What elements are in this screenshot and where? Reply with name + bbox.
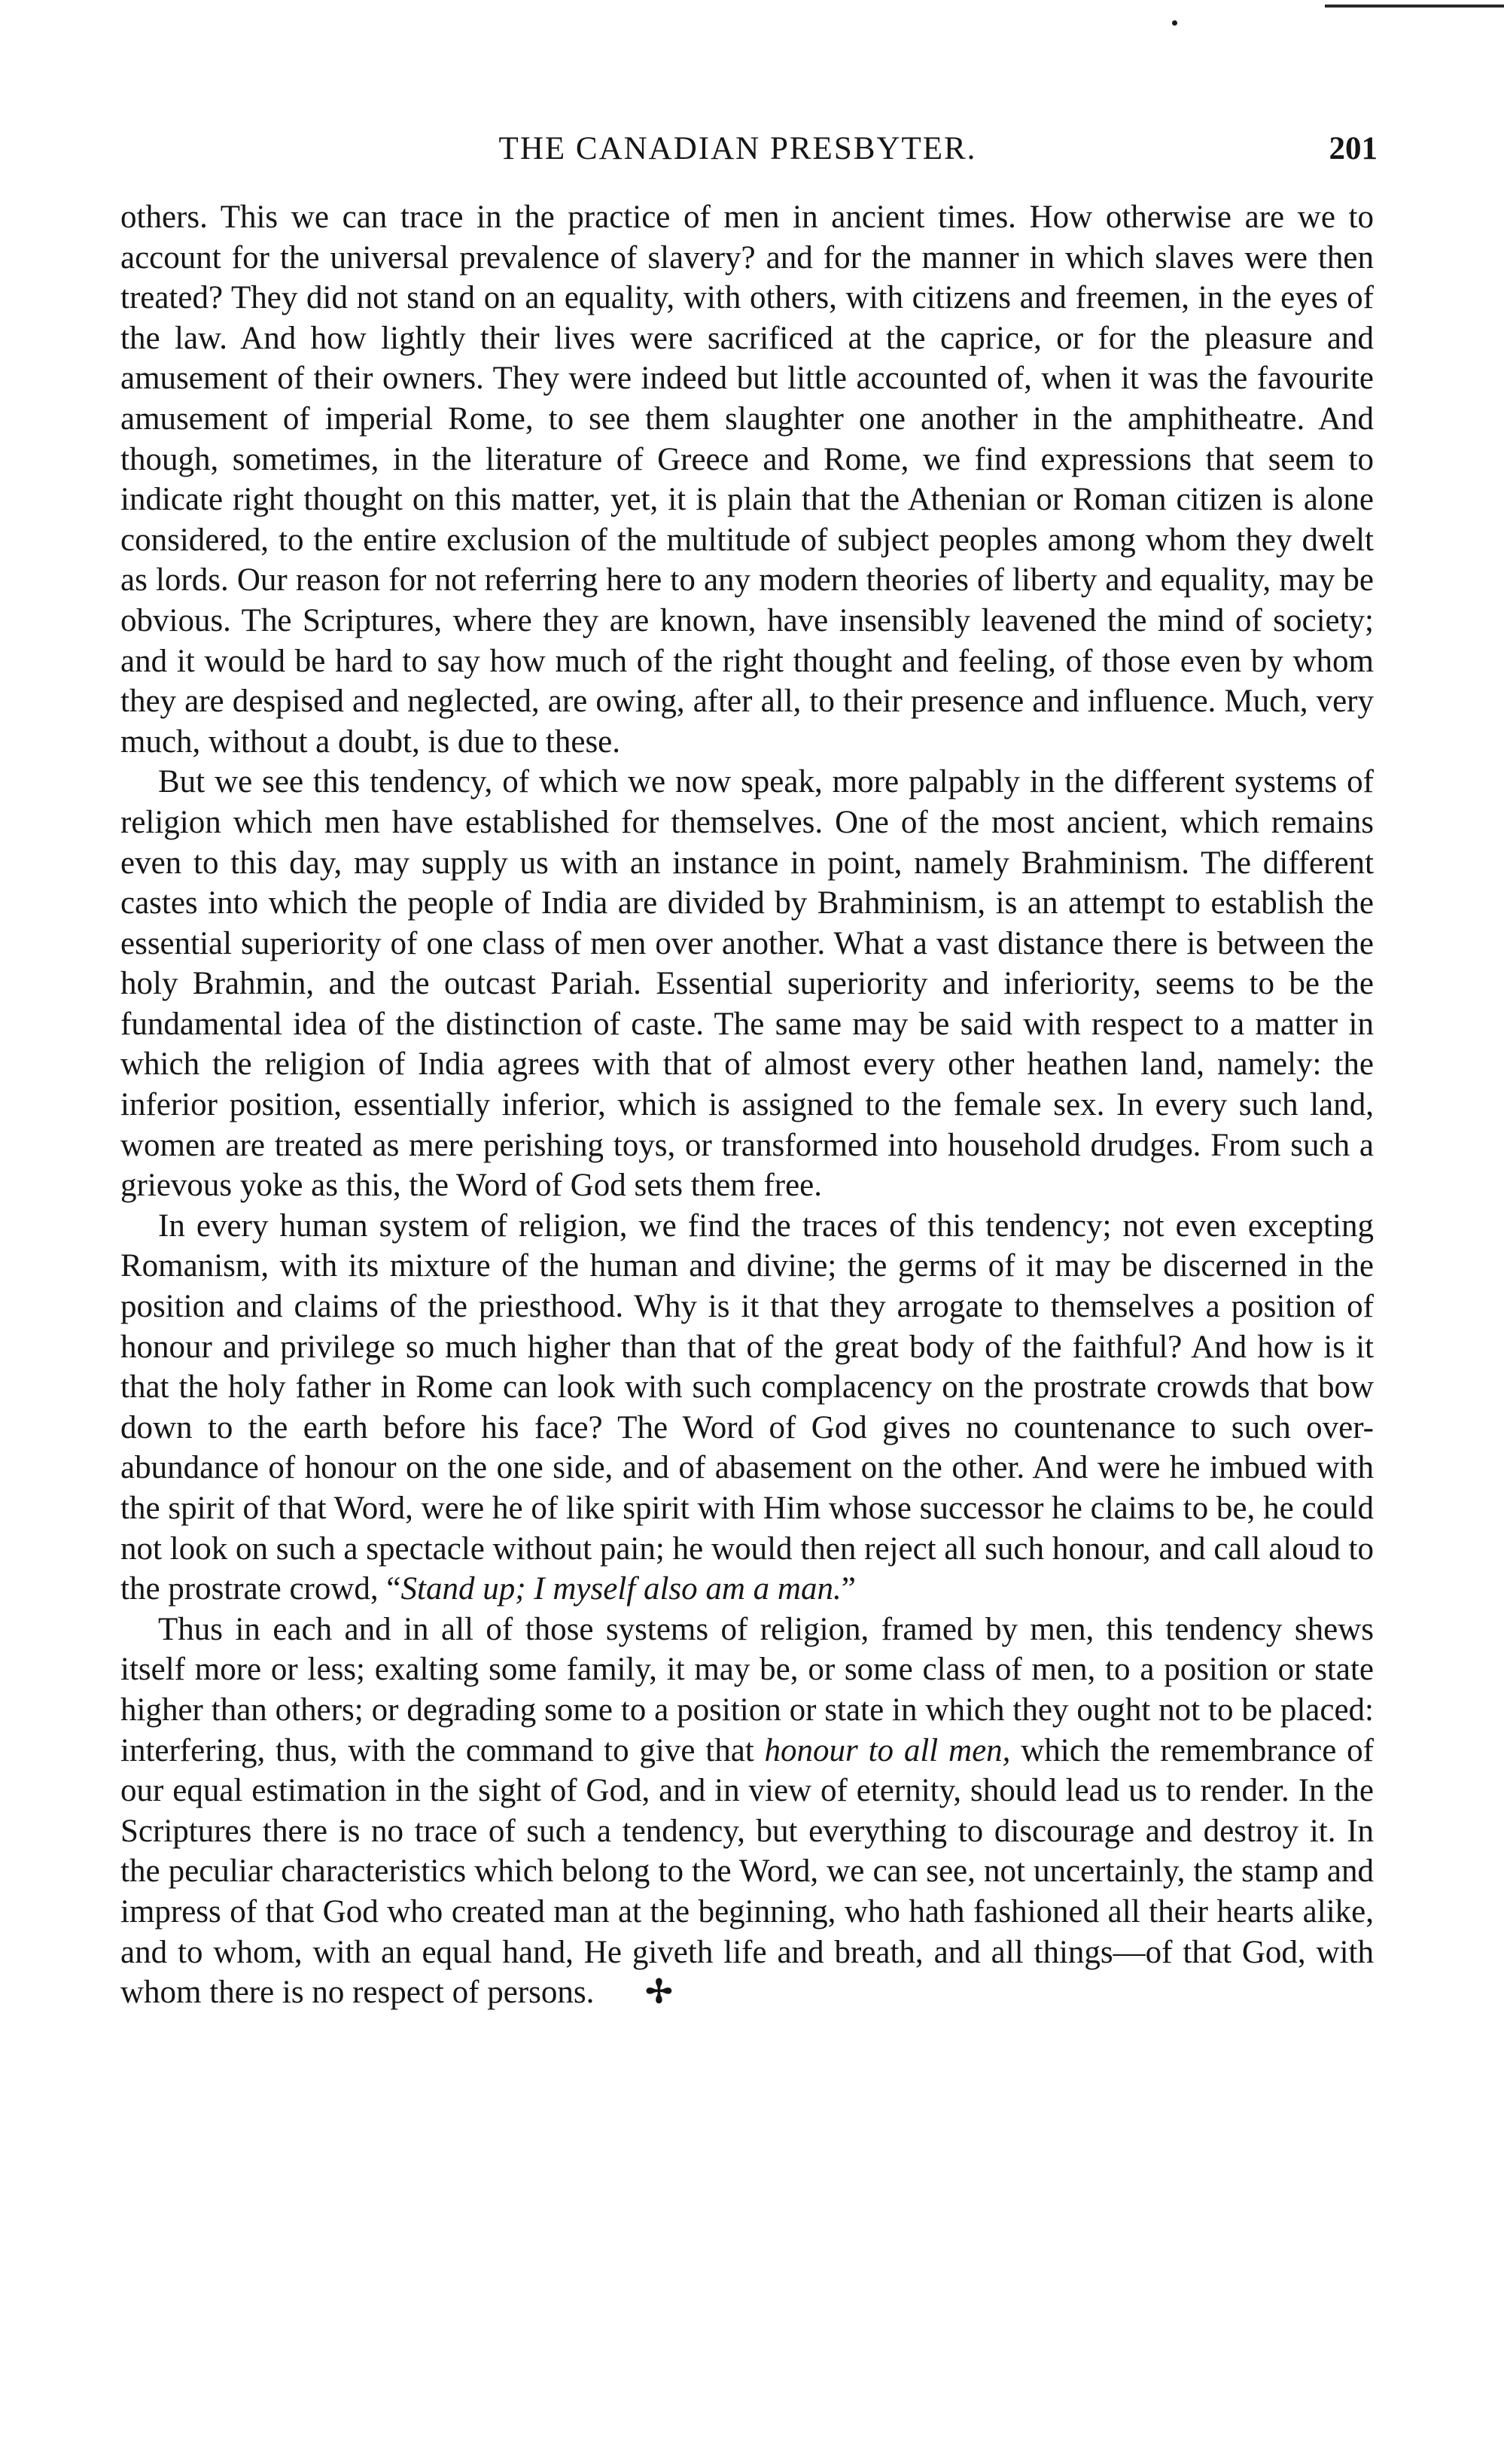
paragraph-1 (120, 197, 1374, 762)
paragraph-4-text-end: which the remembrance of our equal estimation in the sight of God, and in view of eternity, should lead us to render. In the Scriptures there is no trace of such a tendency, but everything to discourage and destroy it. In the peculiar characteristics which belong to the Word, we can see, not uncertainly, the stamp and impress of that God who created man at the beginning, who hath fashioned all their hearts alike, and to whom, with an equal hand, He giveth life and breath, and all things—of that God, with whom there is no respect of persons. (120, 1732, 1374, 2011)
paragraph-4 (120, 1610, 1374, 2013)
emphasis-italic: honour to all men, (764, 1732, 1011, 1768)
article-body (120, 197, 1374, 2013)
paragraph-1-text: others. This we can trace in the practice of men in ancient times. How otherwise are we to account for the universal prevalence of slavery? and for the manner in which slaves were then treated? They did not stand on an equality, with others, with citizens and freemen, in the eyes of the law. And how lightly their lives were sacrificed at the caprice, or for the pleasure and amusement of their owners. They were indeed but little accounted of, when it was the favourite amusement of imperial Rome, to see them slaughter one another in the amphitheatre. And though, sometimes, in the literature of Greece and Rome, we find expressions that seem to indicate right thought on this matter, yet, it is plain that the Athenian or Roman citizen is alone considered, to the entire exclusion of the multitude of subject peoples among whom they dwelt as lords. Our reason for not referring here to any modern theories of liberty and equality, may be obvious. The Scriptures, where they are known, have insensibly leavened the mind of society; and it would be hard to say how much of the right thought and feeling, of those even by whom they are despised and neglected, are owing, after all, to their presence and influence. Much, very much, without a doubt, is due to these. (120, 199, 1374, 760)
paragraph-3-text: In every human system of religion, we find the traces of this tendency; not even excepting Romanism, with its mixture of the human and divine; the germs of it may be discerned in the position and claims of the priesthood. Why is it that they arrogate to themselves a position of honour and privilege so much higher than that of the great body of the faithful? And how is it that the holy father in Rome can look with such complacency on the prostrate crowds that bow down to the earth before his face? The Word of God gives no countenance to such over-abundance of honour on the one side, and of abasement on the other. And were he imbued with the spirit of that Word, were he of like spirit with Him whose successor he claims to be, he could not look on such a spectacle without pain; he would then reject all such honour, and call aloud to the prostrate crowd, “ (120, 1208, 1374, 1607)
paragraph-4-text-start: Thus in each and in all of those systems of religion, framed by men, this tendency shews itself more or less; exalting some family, it may be, or some class of men, to a position or state higher than others; or degrading some to a position or state in which they ought not to be placed: interfering, thus, with the command to give that (120, 1611, 1374, 1768)
quotation-close: ” (841, 1571, 856, 1607)
paragraph-3 (120, 1206, 1374, 1610)
end-mark-icon: ✢ (645, 1975, 673, 2011)
scan-speck (1172, 20, 1177, 26)
page-number: 201 (1329, 131, 1378, 166)
running-head (98, 126, 1378, 172)
paragraph-2-text: But we see this tendency, of which we now speak, more palpably in the different systems of religion which men have established for themselves. One of the most ancient, which remains even to this day, may supply us with an instance in point, namely Brahminism. The different castes into which the people of India are divided by Brahminism, is an attempt to establish the essential superiority of one class of men over another. What a vast distance there is between the holy Brahmin, and the outcast Pariah. Essential superiority and inferiority, seems to be the fundamental idea of the distinction of caste. The same may be said with respect to a matter in which the religion of India agrees with that of almost every other heathen land, namely: the inferior position, essentially inferior, which is assigned to the female sex. In every such land, women are treated as mere perishing toys, or transformed into household drudges. From such a grievous yoke as this, the Word of God sets them free. (120, 764, 1374, 1204)
running-title: THE CANADIAN PRESBYTER. (498, 131, 977, 166)
scan-edge-line (1325, 5, 1504, 8)
paragraph-2 (120, 762, 1374, 1206)
quotation-italic: Stand up; I myself also am a man. (400, 1571, 842, 1607)
